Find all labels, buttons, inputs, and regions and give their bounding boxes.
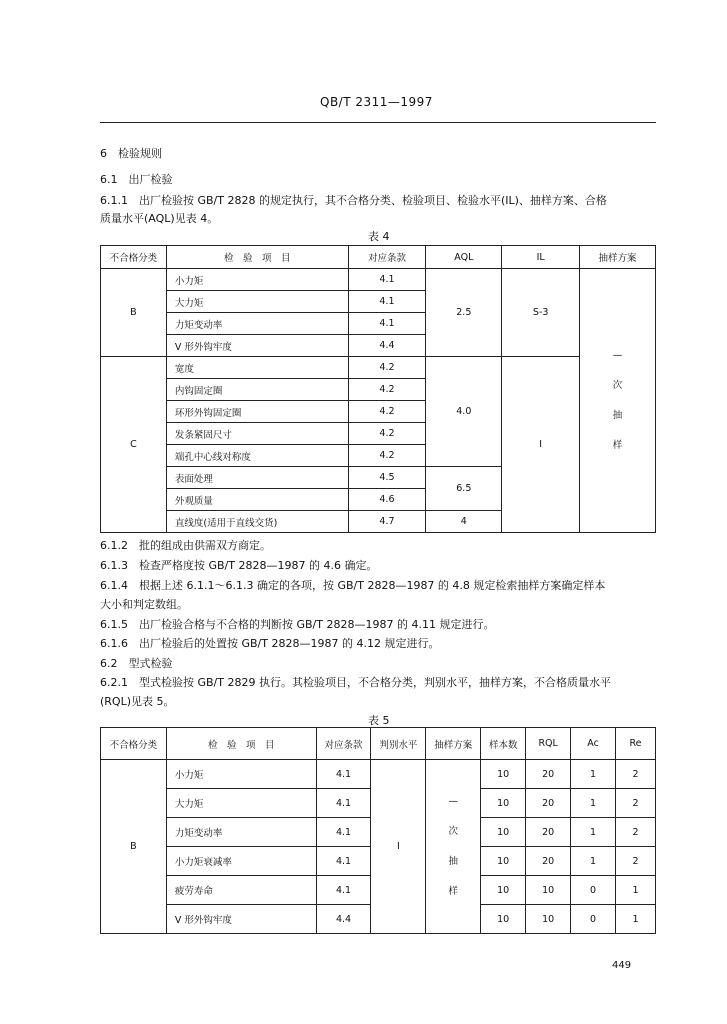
t4-clause: 4.7 bbox=[348, 511, 426, 533]
t5-ac: 0 bbox=[571, 876, 616, 905]
t5-re: 2 bbox=[616, 789, 656, 818]
t5-item: 疲劳寿命 bbox=[166, 876, 316, 905]
t5-re: 1 bbox=[616, 905, 656, 934]
t5-header-plan: 抽样方案 bbox=[426, 728, 481, 760]
t5-rql: 20 bbox=[526, 760, 571, 789]
t5-ac: 1 bbox=[571, 847, 616, 876]
clause-6-1-4: 6.1.4 根据上述 6.1.1～6.1.3 确定的各项，按 GB/T 2828—1987 的 4.8 规定检索抽样方案确定样本 bbox=[100, 579, 606, 592]
clause-6-1-5: 6.1.5 出厂检验合格与不合格的判断按 GB/T 2828—1987 的 4.11 规定进行。 bbox=[100, 618, 495, 631]
t4-item: 表面处理 bbox=[166, 467, 348, 489]
section-6-2-heading: 6.2 型式检验 bbox=[100, 657, 173, 670]
t5-rql: 20 bbox=[526, 847, 571, 876]
t4-class-b: B bbox=[101, 269, 167, 357]
t4-clause: 4.2 bbox=[348, 445, 426, 467]
table-4-caption: 表 4 bbox=[368, 230, 390, 243]
clause-6-1-6: 6.1.6 出厂检验后的处置按 GB/T 2828—1987 的 4.12 规定进行。 bbox=[100, 637, 440, 650]
t5-clause: 4.1 bbox=[316, 876, 371, 905]
t4-aql-c3: 4 bbox=[426, 511, 502, 533]
clause-6-1-1-cont: 质量水平(AQL)见表 4。 bbox=[100, 212, 219, 225]
clause-6-2-1: 6.2.1 型式检验按 GB/T 2829 执行。其检验项目，不合格分类，判别水平，抽样方案，不合格质量水平 bbox=[100, 676, 611, 689]
t5-item: 力矩变动率 bbox=[166, 818, 316, 847]
t5-re: 2 bbox=[616, 847, 656, 876]
clause-6-1-3: 6.1.3 检查严格度按 GB/T 2828—1987 的 4.6 确定。 bbox=[100, 559, 378, 572]
t5-header-rql: RQL bbox=[526, 728, 571, 760]
t5-rql: 20 bbox=[526, 818, 571, 847]
t4-clause: 4.2 bbox=[348, 379, 426, 401]
clause-6-1-4-cont: 大小和判定数组。 bbox=[100, 598, 188, 611]
t4-clause: 4.1 bbox=[348, 291, 426, 313]
t5-item: V 形外钩牢度 bbox=[166, 905, 316, 934]
clause-6-2-1-cont: (RQL)见表 5。 bbox=[100, 695, 175, 708]
t4-item: V 形外钩牢度 bbox=[166, 335, 348, 357]
t5-n: 10 bbox=[481, 818, 526, 847]
t5-n: 10 bbox=[481, 876, 526, 905]
t4-clause: 4.2 bbox=[348, 357, 426, 379]
t5-clause: 4.1 bbox=[316, 760, 371, 789]
table-5-caption: 表 5 bbox=[368, 714, 390, 727]
t4-il-c: I bbox=[502, 357, 580, 533]
t5-item: 小力矩 bbox=[166, 760, 316, 789]
t5-item: 小力矩衰减率 bbox=[166, 847, 316, 876]
t4-plan bbox=[580, 269, 656, 533]
t5-plan-char: 样 bbox=[448, 885, 459, 897]
t4-item: 小力矩 bbox=[166, 269, 348, 291]
t4-item: 大力矩 bbox=[166, 291, 348, 313]
t5-ac: 1 bbox=[571, 789, 616, 818]
t5-plan-char: 次 bbox=[448, 825, 459, 837]
t4-clause: 4.1 bbox=[348, 269, 426, 291]
t4-clause: 4.6 bbox=[348, 489, 426, 511]
t4-aql-b: 2.5 bbox=[426, 269, 502, 357]
t5-ac: 1 bbox=[571, 818, 616, 847]
t5-header-re: Re bbox=[616, 728, 656, 760]
t5-plan-char: 抽 bbox=[448, 855, 459, 867]
t5-header-clause: 对应条款 bbox=[316, 728, 371, 760]
t4-clause: 4.1 bbox=[348, 313, 426, 335]
t4-header-plan: 抽样方案 bbox=[580, 246, 656, 269]
t5-clause: 4.1 bbox=[316, 789, 371, 818]
t5-plan-char: — bbox=[448, 795, 459, 807]
t4-item: 力矩变动率 bbox=[166, 313, 348, 335]
table-4 bbox=[100, 245, 656, 533]
t5-header-n: 样本数 bbox=[481, 728, 526, 760]
t5-ac: 0 bbox=[571, 905, 616, 934]
t5-rql: 10 bbox=[526, 876, 571, 905]
t5-re: 1 bbox=[616, 876, 656, 905]
t4-plan-char: — bbox=[612, 349, 623, 361]
t5-n: 10 bbox=[481, 847, 526, 876]
t5-header-dl: 判别水平 bbox=[371, 728, 426, 760]
t5-re: 2 bbox=[616, 818, 656, 847]
t5-dl: I bbox=[371, 760, 426, 934]
t4-aql-c1: 4.0 bbox=[426, 357, 502, 467]
t4-clause: 4.4 bbox=[348, 335, 426, 357]
t4-item: 外观质量 bbox=[166, 489, 348, 511]
t5-clause: 4.1 bbox=[316, 847, 371, 876]
t5-n: 10 bbox=[481, 760, 526, 789]
header-rule bbox=[100, 122, 656, 123]
t4-clause: 4.2 bbox=[348, 401, 426, 423]
t5-rql: 10 bbox=[526, 905, 571, 934]
t4-aql-c2: 6.5 bbox=[426, 467, 502, 511]
t4-plan-char: 抽 bbox=[612, 409, 623, 421]
t5-n: 10 bbox=[481, 789, 526, 818]
t4-item: 直线度(适用于直线交货) bbox=[166, 511, 348, 533]
t5-ac: 1 bbox=[571, 760, 616, 789]
t4-item: 发条紧固尺寸 bbox=[166, 423, 348, 445]
t5-plan bbox=[426, 760, 481, 934]
t4-header-item: 检 验 项 目 bbox=[166, 246, 348, 269]
t5-n: 10 bbox=[481, 905, 526, 934]
t5-rql: 20 bbox=[526, 789, 571, 818]
t4-plan-char: 样 bbox=[612, 439, 623, 451]
t5-re: 2 bbox=[616, 760, 656, 789]
page-number: 449 bbox=[612, 960, 632, 971]
t5-header-class: 不合格分类 bbox=[101, 728, 167, 760]
clause-6-1-2: 6.1.2 批的组成由供需双方商定。 bbox=[100, 539, 271, 552]
section-6-1-heading: 6.1 出厂检验 bbox=[100, 173, 173, 186]
t4-il-b: S-3 bbox=[502, 269, 580, 357]
t4-item: 端孔中心线对称度 bbox=[166, 445, 348, 467]
t4-item: 宽度 bbox=[166, 357, 348, 379]
t5-clause: 4.4 bbox=[316, 905, 371, 934]
t4-header-clause: 对应条款 bbox=[348, 246, 426, 269]
t4-clause: 4.2 bbox=[348, 423, 426, 445]
clause-6-1-1: 6.1.1 出厂检验按 GB/T 2828 的规定执行，其不合格分类、检验项目、检验水平(IL)、抽样方案、合格 bbox=[100, 194, 607, 207]
table-5 bbox=[100, 727, 656, 934]
t5-header-ac: Ac bbox=[571, 728, 616, 760]
t4-item: 环形外钩固定圈 bbox=[166, 401, 348, 423]
t4-clause: 4.5 bbox=[348, 467, 426, 489]
t4-item: 内钩固定圈 bbox=[166, 379, 348, 401]
t5-item: 大力矩 bbox=[166, 789, 316, 818]
t4-header-aql: AQL bbox=[426, 246, 502, 269]
t4-plan-char: 次 bbox=[612, 379, 623, 391]
t4-header-il: IL bbox=[502, 246, 580, 269]
document-header: QB/T 2311—1997 bbox=[320, 95, 433, 109]
t5-class-b: B bbox=[101, 760, 167, 934]
t4-class-c: C bbox=[101, 357, 167, 533]
t5-clause: 4.1 bbox=[316, 818, 371, 847]
section-6-heading: 6 检验规则 bbox=[100, 147, 162, 160]
t5-header-item: 检 验 项 目 bbox=[166, 728, 316, 760]
t4-header-class: 不合格分类 bbox=[101, 246, 167, 269]
